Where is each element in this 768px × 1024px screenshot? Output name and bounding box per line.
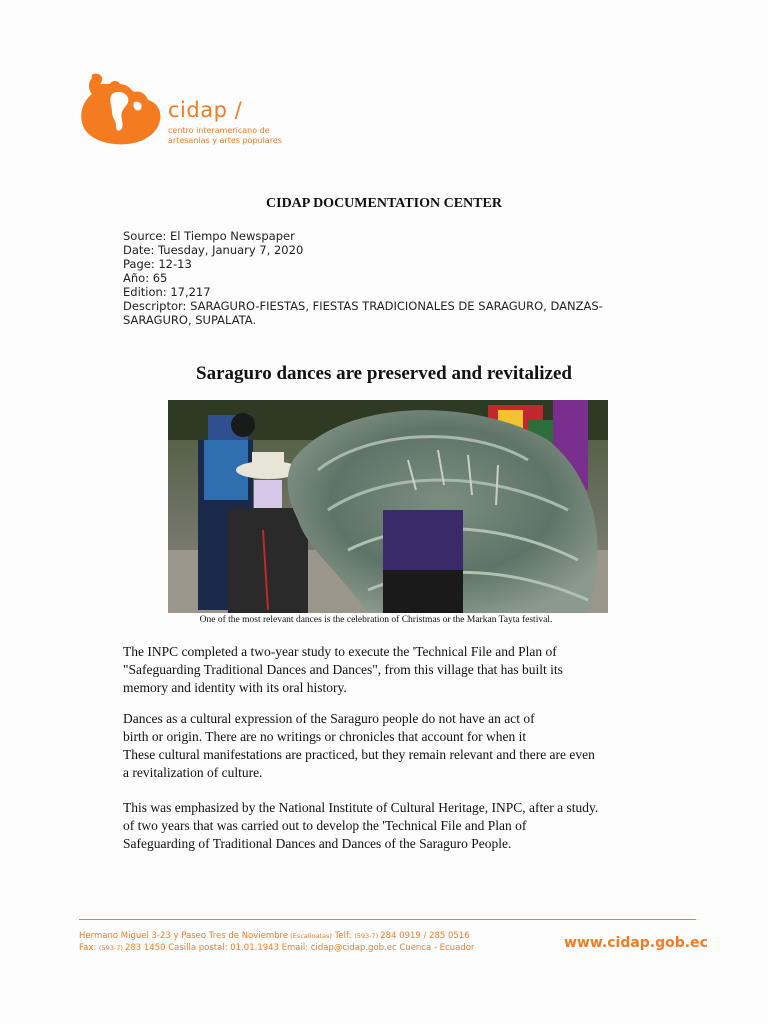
footer-fax-label: Fax: (79, 943, 99, 953)
paragraph-line: The INPC completed a two-year study to execute the 'Technical File and Plan of (123, 644, 557, 659)
footer-address-line (79, 930, 539, 942)
paragraph-1 (123, 643, 663, 697)
paragraph-3 (123, 799, 663, 853)
meta-descriptor: Descriptor: SARAGURO-FIESTAS, FIESTAS TRADICIONALES DE SARAGURO, DANZAS- (123, 299, 603, 313)
paragraph-line: birth or origin. There are no writings or chronicles that account for when it (123, 729, 527, 744)
logo-tagline-line: centro interamericano de (168, 126, 270, 135)
meta-year: Año: 65 (123, 271, 168, 285)
paragraph-line: memory and identity with its oral history. (123, 680, 347, 695)
footer-postal: Casilla postal: 01.01.1943 (165, 943, 279, 953)
paragraph-line: a revitalization of culture. (123, 765, 263, 780)
logo-tagline-line: artesanías y artes populares (168, 136, 282, 145)
meta-page: Page: 12-13 (123, 257, 192, 271)
photo-caption: One of the most relevant dances is the celebration of Christmas or the Markan Tayta festival. (199, 615, 553, 625)
footer-tel-code: (593-7) (354, 932, 381, 940)
meta-date: Date: Tuesday, January 7, 2020 (123, 243, 304, 257)
paragraph-line: Dances as a cultural expression of the Saraguro people do not have an act of (123, 711, 535, 726)
footer-tel-label: Telf: (331, 931, 355, 941)
article-photo (168, 400, 608, 613)
article-title: Saraguro dances are preserved and revitalized (196, 363, 572, 384)
paragraph-line: "Safeguarding Traditional Dances and Dances", from this village that has built its (123, 662, 563, 677)
meta-descriptor-continued: SARAGURO, SUPALATA. (123, 313, 257, 327)
footer-fax-number: 283 1450 (124, 943, 166, 953)
footer-email[interactable]: Email: cidap@cidap.gob.ec (278, 943, 397, 953)
logo-wordmark: cidap / (168, 98, 243, 122)
footer-contact (79, 930, 539, 954)
metadata-block (123, 229, 663, 327)
documentation-center-heading: CIDAP DOCUMENTATION CENTER (266, 196, 502, 211)
footer-fax-line (79, 942, 539, 954)
pottery-americas-icon (78, 72, 164, 146)
meta-edition: Edition: 17,217 (123, 285, 211, 299)
footer-address: Hermano Miguel 3-23 y Paseo Tres de Noviembre (79, 931, 289, 941)
paragraph-line: These cultural manifestations are practiced, but they remain relevant and there are even (123, 747, 595, 762)
footer-fax-code: (593-7) (98, 944, 125, 952)
meta-source: Source: El Tiempo Newspaper (123, 229, 295, 243)
footer-tel-numbers: 284 0919 / 285 0516 (380, 931, 470, 941)
paragraph-line: This was emphasized by the National Institute of Cultural Heritage, INPC, after a study. (123, 800, 599, 815)
logo-tagline (168, 126, 318, 146)
paragraph-line: of two years that was carried out to develop the 'Technical File and Plan of (123, 818, 527, 833)
footer-divider (79, 919, 696, 920)
paragraph-line: Safeguarding of Traditional Dances and Dances of the Saraguro People. (123, 836, 512, 851)
cidap-logo (78, 72, 318, 152)
footer-website-link[interactable]: www.cidap.gob.ec (564, 935, 708, 951)
paragraph-2 (123, 710, 663, 782)
footer-address-note: (Escalinatas) (288, 932, 332, 940)
footer-city: Cuenca - Ecuador (396, 943, 475, 953)
